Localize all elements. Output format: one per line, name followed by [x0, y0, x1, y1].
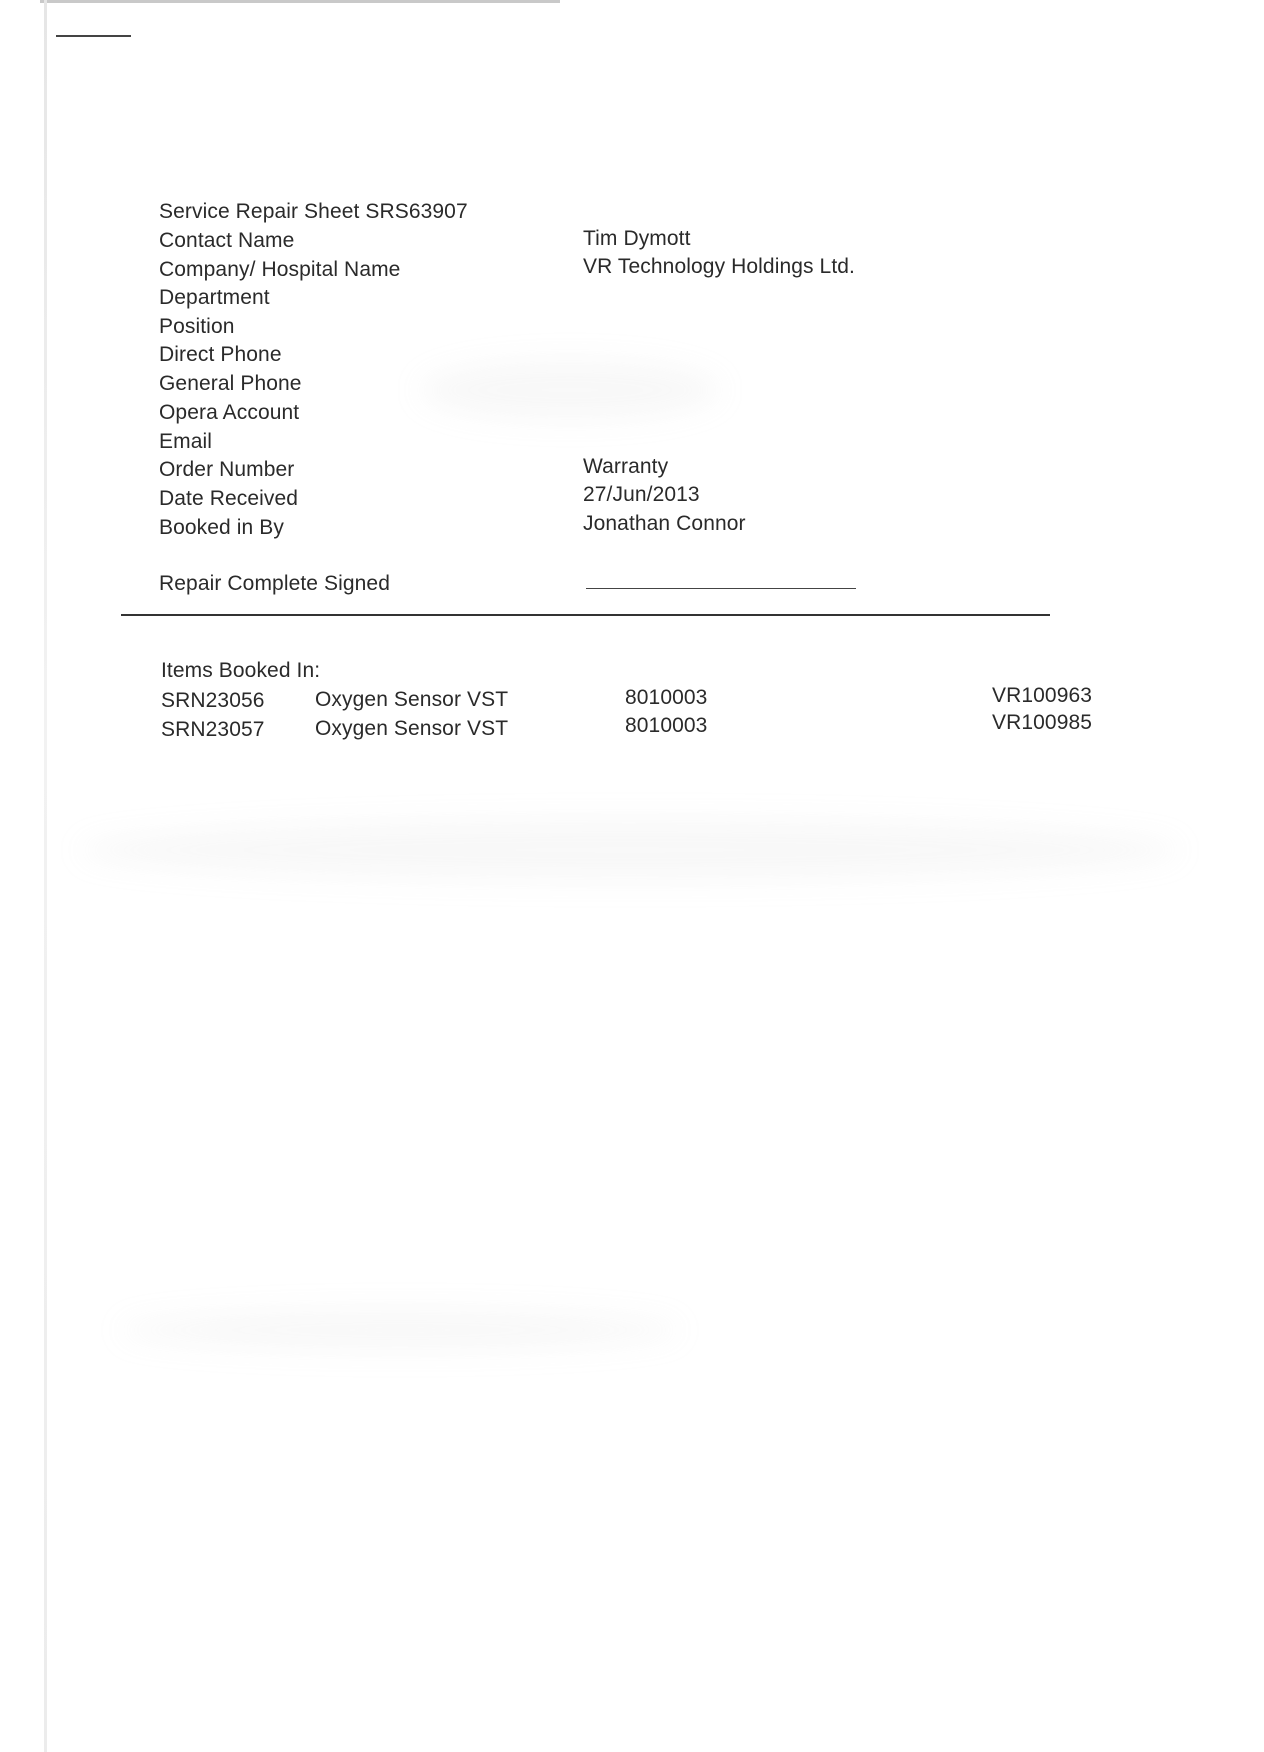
field-value-booked-in-by: Jonathan Connor [583, 512, 746, 535]
item-description: Oxygen Sensor VST [315, 717, 509, 740]
sheet-title: Service Repair Sheet SRS63907 [159, 200, 468, 223]
field-label-booked-in-by: Booked in By [159, 516, 284, 539]
scan-top-edge [40, 0, 560, 3]
item-srn: SRN23057 [161, 718, 265, 741]
field-label-opera-account: Opera Account [159, 401, 300, 424]
corner-mark [56, 35, 131, 37]
field-label-email: Email [159, 430, 213, 453]
item-srn: SRN23056 [161, 689, 265, 712]
scan-smudge [420, 360, 720, 420]
field-label-department: Department [159, 286, 270, 309]
scan-left-edge [44, 0, 47, 1752]
item-description: Oxygen Sensor VST [315, 688, 509, 711]
item-serial: VR100985 [992, 711, 1093, 734]
field-label-general-phone: General Phone [159, 372, 302, 395]
section-divider [121, 614, 1050, 616]
field-label-contact-name: Contact Name [159, 229, 295, 252]
field-label-date-received: Date Received [159, 487, 299, 510]
signature-line [586, 588, 856, 589]
scan-smudge [120, 1310, 680, 1350]
field-value-date-received: 27/Jun/2013 [583, 483, 700, 506]
scan-smudge [80, 820, 1180, 880]
field-label-company: Company/ Hospital Name [159, 258, 401, 281]
item-part-number: 8010003 [625, 686, 708, 709]
field-value-company: VR Technology Holdings Ltd. [583, 255, 855, 278]
field-value-contact-name: Tim Dymott [583, 227, 691, 250]
item-serial: VR100963 [992, 684, 1093, 707]
field-label-direct-phone: Direct Phone [159, 343, 282, 366]
item-part-number: 8010003 [625, 714, 708, 737]
field-label-position: Position [159, 315, 235, 338]
field-label-order-number: Order Number [159, 458, 295, 481]
signoff-label: Repair Complete Signed [159, 572, 390, 595]
field-value-order-number: Warranty [583, 455, 669, 478]
items-heading: Items Booked In: [161, 659, 321, 682]
